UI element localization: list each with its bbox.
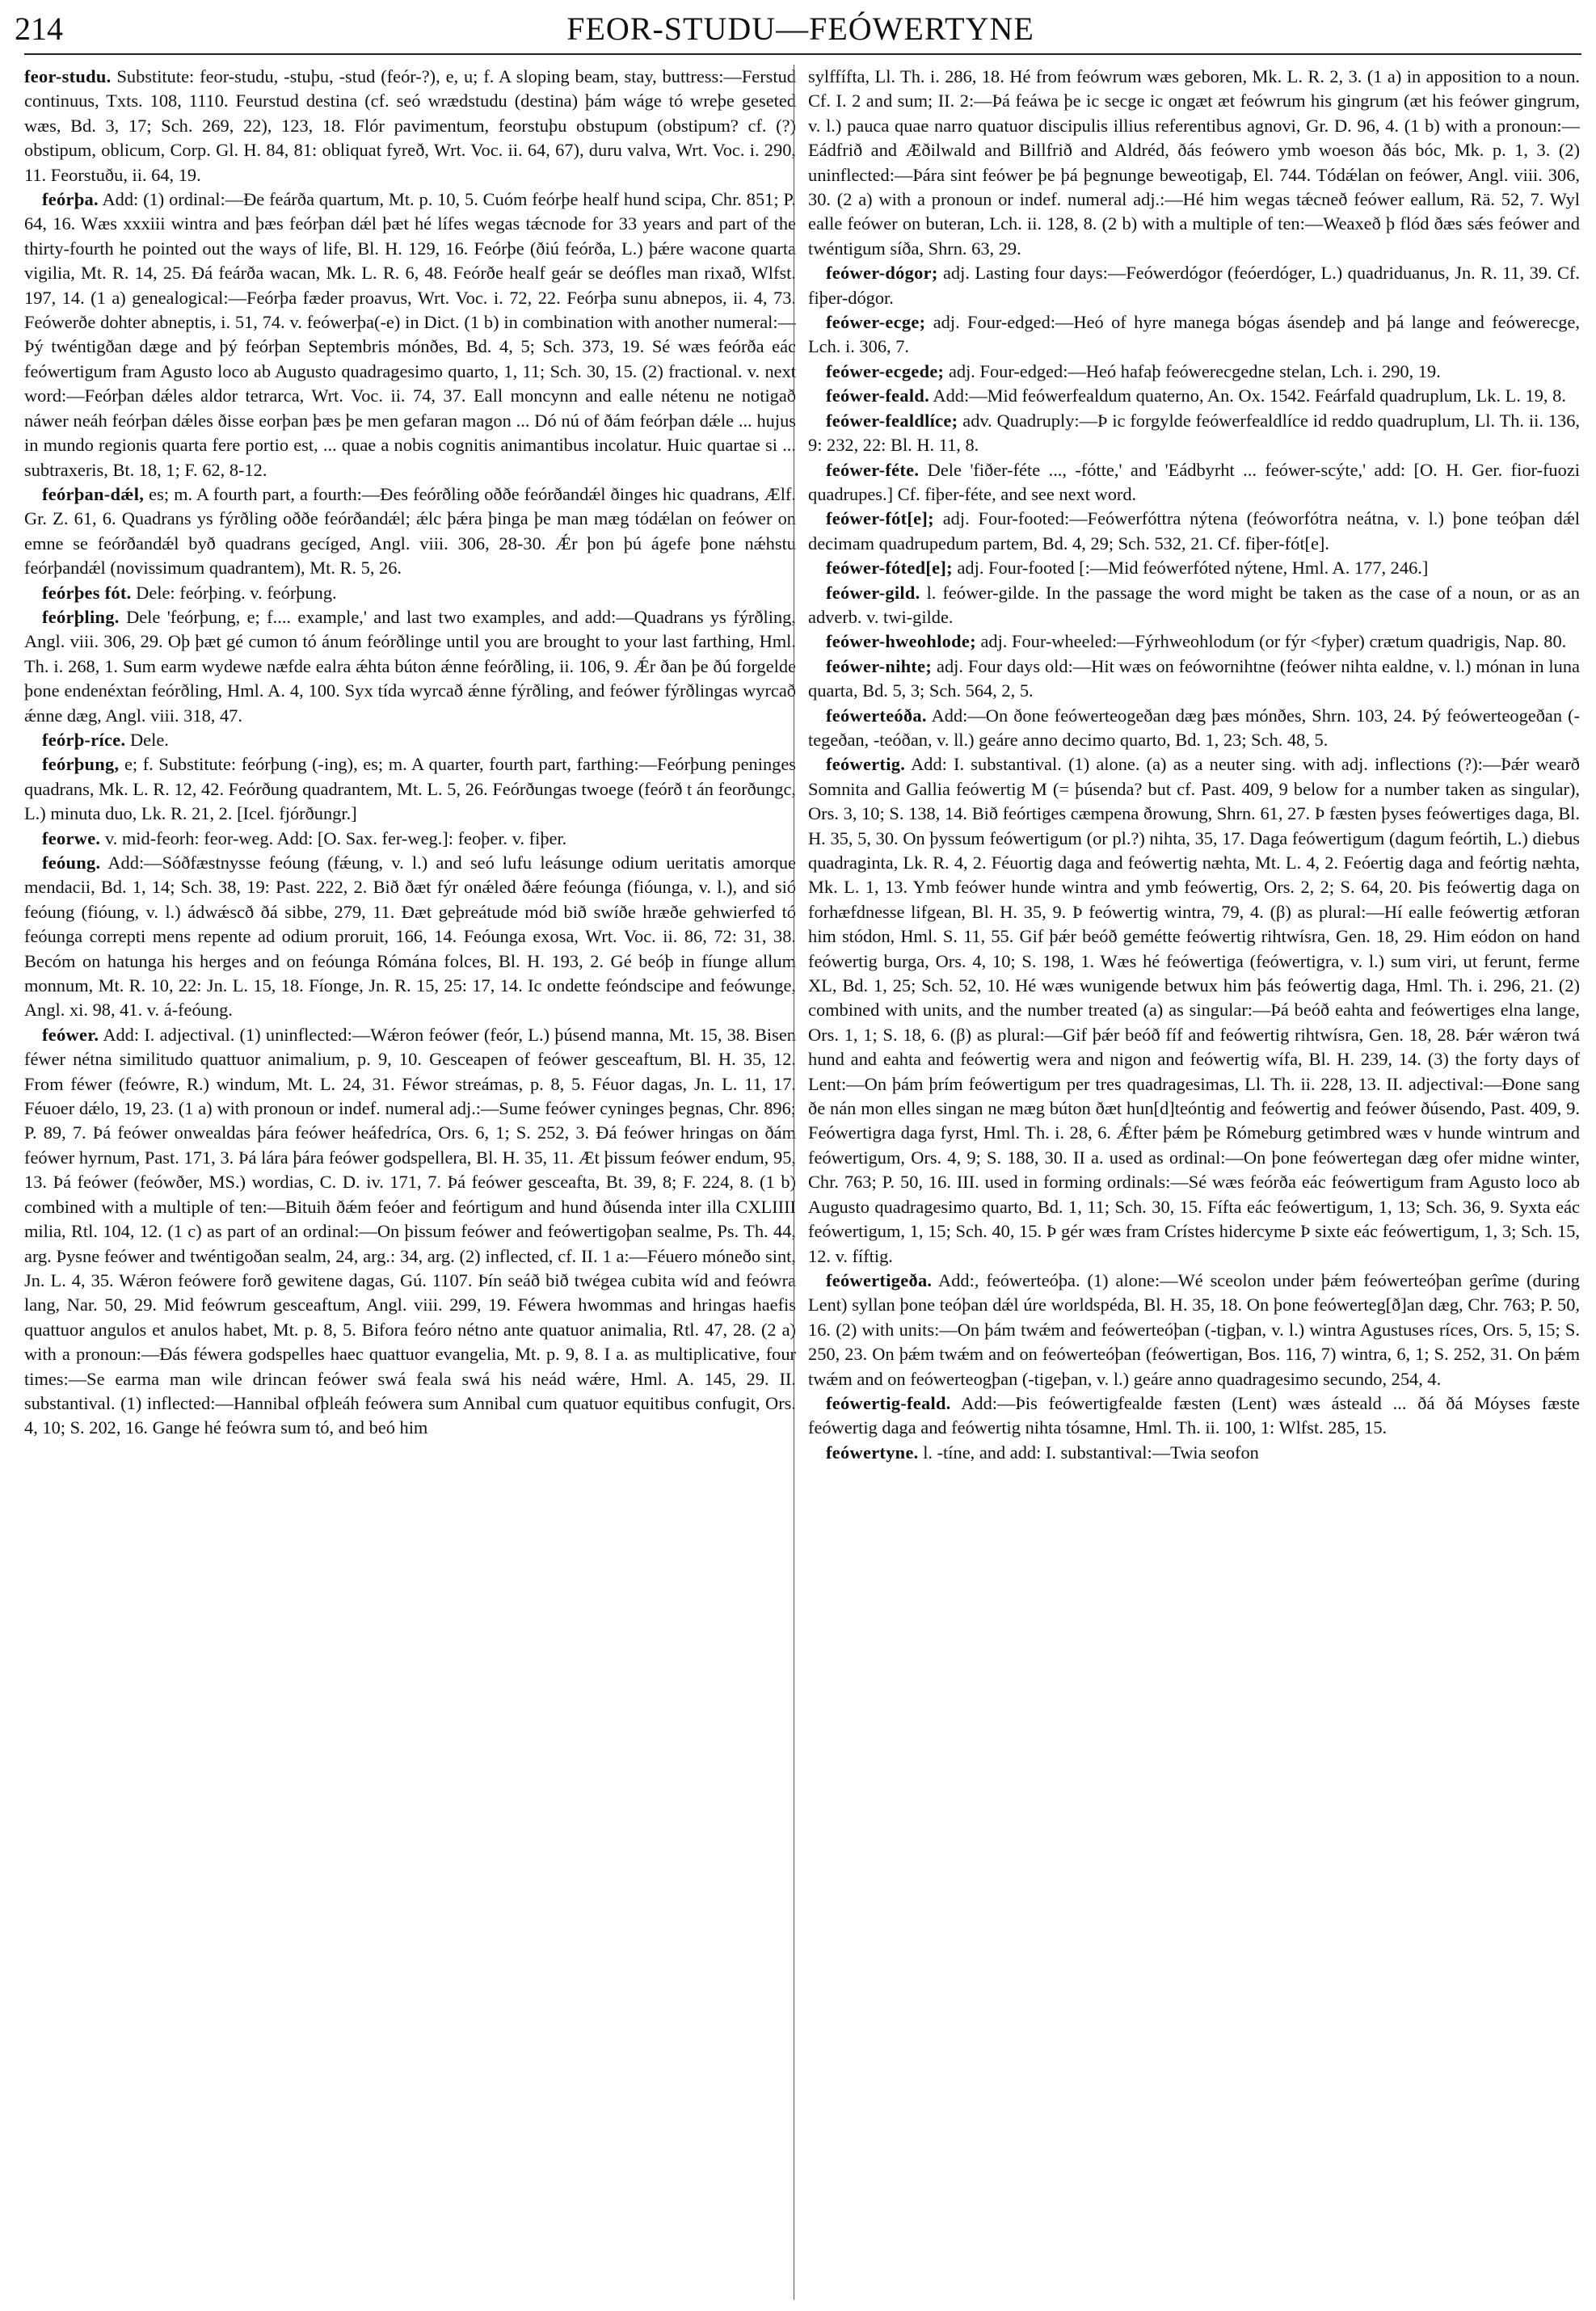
dictionary-entry xyxy=(808,507,1580,556)
right-column xyxy=(808,65,1580,2303)
dictionary-entry xyxy=(808,409,1580,458)
entry-headword: feórþling. xyxy=(42,606,120,627)
dictionary-entry xyxy=(808,1269,1580,1391)
entry-text: adj. Four-edged:—Heó of hyre manega bógas ásendeþ and þá lange and feówerecge, Lch. i. 306, 7. xyxy=(808,312,1580,357)
entry-headword: feórþung, xyxy=(42,754,120,775)
header-rule xyxy=(24,53,1581,55)
entry-text: adj. Lasting four days:—Feówerdógor (feóerdóger, L.) quadriduanus, Jn. R. 11, 39. Cf. fiþer-dógor. xyxy=(808,263,1580,308)
dictionary-entry xyxy=(24,65,796,187)
entry-text: Add: I. substantival. (1) alone. (a) as a neuter sing. with adj. inflections (?):—Þǽr wearð Somnita and Gallia feówertig M (= þúsenda? but cf. Past. 409, 9 below for a number taken as singular), Ors. 3, 10; S. 138, 14. Bið feórtiges cæmpena ðrowung, Shrn. 61, 27. Þ fæsten þyses feówertiges daga, Bl. H. 35, 5, 30. On þyssum feówertigum (or pl.?) nihta, 35, 17. Daga feówertigum (dagum feórtih, L.) diebus quadraginta, Lk. R. 4, 2. Féuortig daga and feówertig næhta, Mt. L. 4, 2. Feóertig daga and feórtig næhta, Mk. L. 1, 13. Ymb feówer hunde wintra and ymb feówertig, Ors. 2, 2; S. 64, 20. Þis feówertig daga on forhæfdnesse lifgean, Bl. H. 35, 9. Þ feówertig wintra, 79, 4. (β) as plural:—Hí ealle feówertig ætforan him stódon, Hml. S. 11, 55. Gif þǽr beóð gemétte feówertig rihtwísra, Gen. 18, 29. Him eódon on hand feówertig burga, Ors. 4, 10; S. 198, 1. Wæs hé feówertiga (feówertigra, v. l.) sum viri, ut ferunt, ferme XL, Bd. 1, 25; Sch. 52, 10. Hé wæs wunigende betwux him þás feówertig daga, Hml. Th. i. 296, 21. (2) combined with units, and the number treated (a) as singular:—Þá beóð eahta and feówertiges elna lange, Ors. 1, 1; S. 18, 6. (β) as plural:—Gif þǽr beóð fíf and feówertig rihtwísra, Gen. 18, 28. Þǽr wǽron twá hund and eahta and feówertig wera and nigon and feówertig wífa, Bl. H. 239, 14. (3) the forty days of Lent:—On þám þrím feówertigum per tres quadragesimas, Ll. Th. ii. 228, 13. II. adjectival:—Ðone sang ðe nán mon elles singan ne mæg búton ðæt hun[d]teóntig and feówertig and feówer ðúsendo, Past. 409, 9. Feówertigra daga fyrst, Hml. Th. i. 28, 6. Ǽfter þǽm þe Rómeburg getimbred wæs v hunde wintrum and feówertigum, Ors. 4, 9; S. 188, 30. II a. used as ordinal:—On þone feówertegan dæg ofer midne winter, Chr. 763; P. 50, 16. III. used in forming ordinals:—Sé wæs feórða eác feówertigum fram Agusto loco ab Augusto quadragesimo quarto, Bd. 1, 11; Sch. 30, 15. Fífta eác feówertigum, 1, 13; Sch. 36, 9. Syxta eác feówertigum, 1, 15; Sch. 40, 15. Þ gér wæs fram Crístes hidercyme Þ sixte eác feówertigum, 1, 3; Sch. 15, 12. v. fíftig. xyxy=(808,754,1580,1266)
entry-text: e; f. Substitute: feórþung (-ing), es; m. A quarter, fourth part, farthing:—Feórþung peninges quadrans, Mk. L. R. 12, 42. Feórðung quadrantem, Mt. L. 5, 26. Feórðungas twoege (feórð t án feorðungc, L.) minuta duo, Lk. R. 21, 2. [Icel. fjórðungr.] xyxy=(24,754,796,824)
left-column xyxy=(24,65,796,2303)
entry-text: es; m. A fourth part, a fourth:—Ðes feórðling oððe feórðandǽl ðinges hic quadrans, Ælf. Gr. Z. 61, 6. Quadrans ys fýrðling oððe feórðandǽl; ǽlc þǽra þinga þe man mæg tódǽlan on feówer on emne se feórðandǽl byð quadrans gecíged, Angl. viii. 306, 28-30. Ǽr þon þú ágefe þone nǽhstu feórþandǽl (novissimum quadrantem), Mt. R. 5, 26. xyxy=(24,483,796,579)
dictionary-entry xyxy=(808,655,1580,704)
entry-text: sylffífta, Ll. Th. i. 286, 18. Hé from feówrum wæs geboren, Mk. L. R. 2, 3. (1 a) in apposition to a noun. Cf. I. 2 and sum; II. 2:—Þá feáwa þe ic secge ic ongæt æt feówrum his gingrum (æt his feówer gingrum, v. l.) pauca quae narro quatuor discipulis illius referentibus agnovi, Gr. D. 96, 4. (1 b) with a pronoun:—Eádfrið and Æðilwald and Billfrið and Aldréd, ðás feówero ymb woeson ðás bóc, Mk. p. 1, 3. (2) uninflected:—Þára sint feówer þe þá þegnunge beweotigaþ, El. 744. Tódǽlan on feówer, Angl. viii. 306, 30. (2 a) with a pronoun or indef. numeral adj.:—Hé him wegas tǽcneð feówer eallum, Rä. 52, 7. Wyl ealle feówer on buteran, Lch. ii. 128, 8. (2 b) with a multiple of ten:—Weaxeð þ flód ðæs sǽs feówer and twéntigum síða, Shrn. 63, 29. xyxy=(808,66,1580,259)
entry-text: Dele: feórþing. v. feórþung. xyxy=(136,582,337,603)
entry-text: adj. Four-edged:—Heó hafaþ feówerecgedne stelan, Lch. i. 290, 19. xyxy=(948,360,1441,381)
entry-headword: feówer-fealdlíce; xyxy=(826,410,958,431)
dictionary-entry xyxy=(24,827,796,851)
entry-headword: feówer-ecge; xyxy=(826,312,926,333)
dictionary-entry xyxy=(808,629,1580,654)
entry-headword: feówer-nihte; xyxy=(826,655,933,676)
entry-headword: feórþ-ríce. xyxy=(42,729,126,750)
dictionary-entry xyxy=(808,384,1580,408)
entry-text: adj. Four-footed:—Feówerfóttra nýtena (feóworfótra neátna, v. l.) þone teóþan dǽl decimam quadrupedum partem, Bd. 4, 29; Sch. 532, 21. Cf. fiþer-fót[e]. xyxy=(808,508,1580,554)
entry-headword: feówer-fót[e]; xyxy=(826,508,934,529)
entry-headword: feówer-fóted[e]; xyxy=(826,558,953,579)
dictionary-entry xyxy=(808,458,1580,507)
entry-headword: feówer. xyxy=(42,1024,99,1045)
dictionary-entry xyxy=(24,482,796,581)
entry-text: l. feówer-gilde. In the passage the word might be taken as the case of a noun, or as an adverb. v. twi-gilde. xyxy=(808,582,1580,627)
dictionary-entry xyxy=(24,728,796,752)
entry-headword: feówer-dógor; xyxy=(826,263,938,284)
entry-headword: feówer-hweohlode; xyxy=(826,631,976,652)
entry-headword: feórþes fót. xyxy=(42,582,132,603)
dictionary-entry xyxy=(24,581,796,605)
entry-headword: feówerteóða. xyxy=(826,705,927,726)
dictionary-entry xyxy=(808,261,1580,310)
dictionary-entry xyxy=(24,187,796,482)
entry-text: Dele. xyxy=(129,729,169,750)
entry-text: l. -tíne, and add: I. substantival:—Twia seofon xyxy=(923,1442,1259,1463)
entry-headword: feórþa. xyxy=(42,189,99,210)
entry-text: adj. Four days old:—Hit wæs on feówornihtne (feówer nihta ealdne, v. l.) mónan in luna quarta, Bd. 5, 3; Sch. 564, 2, 5. xyxy=(808,655,1580,701)
entry-text: Add:, feówerteóþa. (1) alone:—Wé sceolon under þǽm feówerteóþan gerîme (during Lent) syllan þone teóþan dǽl úre worldspéda, Bl. H. 35, 18. On þone feówerteg[ð]an dæg, Chr. 763; P. 50, 16. (2) with units:—On þám twǽm and feówerteóþan (-tigþan, v. l.) wintra Agustuses ríces, Ors. 5, 15; S. 250, 23. On þǽm twǽm and on feówerteóþan (feówertigan, Bos. 116, 7) wintra, 6, 1; S. 252, 31. On þǽm twǽm and on feówerteogþan (-tigeþan, v. l.) geáre anno quadragesimo secundo, 254, 4. xyxy=(808,1269,1580,1389)
dictionary-entry xyxy=(808,310,1580,360)
entry-headword: feórþan-dǽl, xyxy=(42,483,145,504)
entry-headword: feówertig. xyxy=(826,754,906,775)
dictionary-entry xyxy=(808,581,1580,630)
entry-headword: feor-studu. xyxy=(24,66,112,86)
entry-headword: feówertig-feald. xyxy=(826,1392,951,1413)
dictionary-entry xyxy=(808,1391,1580,1441)
page-number: 214 xyxy=(15,11,63,47)
dictionary-entry xyxy=(808,752,1580,1269)
entry-headword: feówertigeða. xyxy=(826,1269,933,1290)
entry-headword: feówer-gild. xyxy=(826,582,920,603)
entry-text: Add: I. adjectival. (1) uninflected:—Wǽron feówer (feór, L.) þúsend manna, Mt. 15, 38. Bisen féwer nétna similitudo quattuor animalium, p. 9, 10. Gesceapen of feówer gesceaftum, Bl. H. 35, 12. From féwer (feówre, R.) windum, Mt. L. 24, 31. Féwor streámas, p. 8, 5. Féuor dagas, Jn. L. 11, 17. Féuoer dǽlo, 19, 23. (1 a) with pronoun or indef. numeral adj.:—Sume feówer cyninges þegnas, Chr. 896; P. 89, 7. Þá feówer onwealdas þára feówer heáfedríca, Ors. 6, 1; S. 252, 3. Ðá feówer hringas on ðám feówer hyrnum, Past. 171, 3. Þá lára þára feówer godspellera, Bl. H. 35, 11. Æt þissum feówer endum, 95, 13. Þá feówer (feówðer, MS.) wordias, C. D. iv. 171, 7. Þá feówer gesceafta, Bt. 39, 8; F. 224, 8. (1 b) combined with a multiple of ten:—Bituih ðǽm feóer and feórtigum and hund ðúsenda inter illa CXLIIII milia, Rtl. 104, 12. (1 c) as part of an ordinal:—On þissum feówer and feówertigoþan sealme, Ps. Th. 44, arg. Þysne feówer and twéntigoðan sealm, 24, arg.: 34, arg. (2) inflected, cf. II. 1 a:—Féuero móneðo sint, Jn. L. 4, 35. Wǽron feówere forð gewitene dagas, Gú. 1107. Þín seáð bið twégea cubita wíd and feówra lang, Nar. 50, 29. Mid feówrum gesceaftum, Angl. viii. 299, 19. Féwera hwommas and hringas haefis quattuor angulos et anulos habet, Mt. p. 8, 5. Bifora feóro nétno ante quatuor animalia, Rtl. 47, 28. (2 a) with a pronoun:—Ðás féwera godspelles haec quattuor evangelia, Mt. p. 9, 8. I a. as multiplicative, four times:—Se earma man wile drincan feówer swá feala swá his neád wǽre, Hml. A. 145, 29. II. substantival. (1) inflected:—Hannibal ofþleáh feówera sum Annibal cum quatuor equitibus confugit, Ors. 4, 10; S. 202, 16. Gange hé feówra sum tó, and beó him xyxy=(24,1024,796,1438)
entry-headword: feorwe. xyxy=(42,827,101,848)
dictionary-entry xyxy=(808,360,1580,384)
entry-headword: feówer-féte. xyxy=(826,459,920,480)
dictionary-entry xyxy=(808,65,1580,261)
entry-headword: feóung. xyxy=(42,852,101,873)
entry-text: adv. Quadruply:—Þ ic forgylde feówerfealdlíce id reddo quadruplum, Ll. Th. ii. 136, 9: 232, 22: Bl. H. 11, 8. xyxy=(808,410,1580,456)
entry-text: Add:—On ðone feówerteogeðan dæg þæs mónðes, Shrn. 103, 24. Þý feówerteogeðan (-tegeðan, -teóðan, v. ll.) geáre anno decimo quarto, Bd. 1, 23; Sch. 48, 5. xyxy=(808,705,1580,750)
dictionary-entry xyxy=(24,605,796,728)
entry-text: Add:—Mid feówerfealdum quaterno, An. Ox. 1542. Feárfald quadruplum, Lk. L. 19, 8. xyxy=(933,385,1566,406)
dictionary-entry xyxy=(24,1023,796,1441)
dictionary-entry xyxy=(808,1441,1580,1465)
entry-text: Dele 'fiðer-féte ..., -fótte,' and 'Eádbyrht ... feówer-scýte,' add: [O. H. Ger. fior-fuozi quadrupes.] Cf. fiþer-féte, and see next word. xyxy=(808,459,1580,504)
page-header xyxy=(15,10,1586,57)
entry-text: v. mid-feorh: feor-weg. Add: [O. Sax. fer-weg.]: feoþer. v. fiþer. xyxy=(104,827,567,848)
dictionary-entry xyxy=(24,851,796,1023)
entry-text: Add:—Þis feówertigfealde fæsten (Lent) wæs ásteald ... ðá ðá Móyses fæste feówertig daga and feówertig nihta tósamne, Hml. Th. ii. 100, 1: Wlfst. 285, 15. xyxy=(808,1392,1580,1438)
dictionary-entry xyxy=(24,752,796,826)
entry-text: Substitute: feor-studu, -stuþu, -stud (feór-?), e, u; f. A sloping beam, stay, buttress:—Ferstud continuus, Txts. 108, 1110. Feurstud destina (cf. seó wrædstudu (destina) þám wáge tó wreþe geseted wæs, Bd. 3, 17; Sch. 269, 22), 123, 18. Flór pavimentum, feorstuþu obstupum (obstipum? cf. (?) obstipum, oblicum, Corp. Gl. H. 84, 81: obliquat fyreð, Wrt. Voc. ii. 64, 67), duru valva, Wrt. Voc. i. 290, 11. Feorstuðu, ii. 64, 19. xyxy=(24,66,796,185)
entry-headword: feówertyne. xyxy=(826,1442,919,1463)
entry-text: Add: (1) ordinal:—Ðe feárða quartum, Mt. p. 10, 5. Cuóm feórþe healf hund scipa, Chr. 851; P. 64, 16. Wæs xxxiii wintra and þæs feórþan dǽl þæt hé lífes wegas tǽcnode for 33 years and part of the thirty-fourth he pointed out the ways of life, Bl. H. 129, 16. Feórþe (ðiú feórða, L.) þǽre wacone quarta vigilia, Mt. R. 14, 25. Ðá feárða wacan, Mk. L. R. 6, 48. Feórðe healf geár se deófles man rixað, Wlfst. 197, 14. (1 a) genealogical:—Feórþa fæder proavus, Wrt. Voc. i. 72, 22. Feórþa sunu abnepos, ii. 4, 73. Feówerðe dohter abneptis, i. 51, 74. v. feówerþa(-e) in Dict. (1 b) in combination with another numeral:—Þý twéntigðan dæge and þý feórþan Septembris mónðes, Bd. 4, 5; Sch. 373, 19. Sé wæs feórða eác feówertigum fram Agusto loco ab Augusto quadragesimo quarto, 1, 11; Sch. 30, 15. (2) fractional. v. next word:—Feórþan dǽles aldor tetrarca, Wrt. Voc. ii. 74, 37. Eall moncynn and ealle nétenu ne notigað náwer neáh feórþan dǽles ðisse eorþan þæs þe men gefaran magon ... Dó nú of ðám feórþan dǽle ... hujus in mundo regionis quarta fere portio est, ... quae a nobis cognitis animantibus incolatur. Huic quartae si ... subtraxeris, Bt. 18, 1; F. 62, 8-12. xyxy=(24,189,796,480)
entry-text: adj. Four-footed [:—Mid feówerfóted nýtene, Hml. A. 177, 246.] xyxy=(957,558,1429,579)
entry-text: Dele 'feórþung, e; f.... example,' and last two examples, and add:—Quadrans ys fýrðling, Angl. viii. 306, 29. Oþ þæt gé cumon tó ánum feórðlinge until you are brought to your last farthing, Hml. Th. i. 268, 1. Sum earm wydewe næfde ealra ǽhta búton ǽnne feórðling, ii. 106, 9. Ǽr ðan þe ðú forgelde þone endenéxtan feórðling, Hml. A. 4, 100. Syx tída wyrcað ǽnne fýrðling, and feówer fýrðlingas wyrcað ǽnne dæg, Angl. viii. 318, 47. xyxy=(24,606,796,726)
running-head: FEOR-STUDU—FEÓWERTYNE xyxy=(566,11,1034,47)
entry-text: Add:—Sóðfæstnysse feóung (fǽung, v. l.) and seó lufu leásunge odium ueritatis amorque mendacii, Bd. 1, 14; Sch. 38, 19: Past. 222, 2. Bið ðæt fýr onǽled ðǽre feóunga (fióunga, v. l.), and sió feóung (fióung, v. l.) ádwǽscð ðá sibbe, 279, 11. Ðæt geþreátude mód bið swíðe hræðe gehwierfed tó feóunga correpti mens repente ad odium proruit, 166, 14. Feóunga exosa, Wrt. Voc. ii. 86, 72: 31, 38. Becóm on hatunga his herges and on feóunga Rómána folces, Bl. H. 193, 2. Gé beóþ in fíunge allum monnum, Mt. R. 10, 22: Jn. L. 15, 18. Fíonge, Jn. R. 15, 25: 17, 14. Ic ondette feóndscipe and feówunge, Angl. xi. 98, 41. v. á-feóung. xyxy=(24,852,796,1021)
dictionary-entry xyxy=(808,556,1580,580)
dictionary-entry xyxy=(808,704,1580,753)
entry-headword: feówer-ecgede; xyxy=(826,360,945,381)
entry-headword: feówer-feald. xyxy=(826,385,930,406)
entry-text: adj. Four-wheeled:—Fýrhweohlodum (or fýr <fyþer) crætum quadrigis, Nap. 80. xyxy=(980,631,1567,652)
